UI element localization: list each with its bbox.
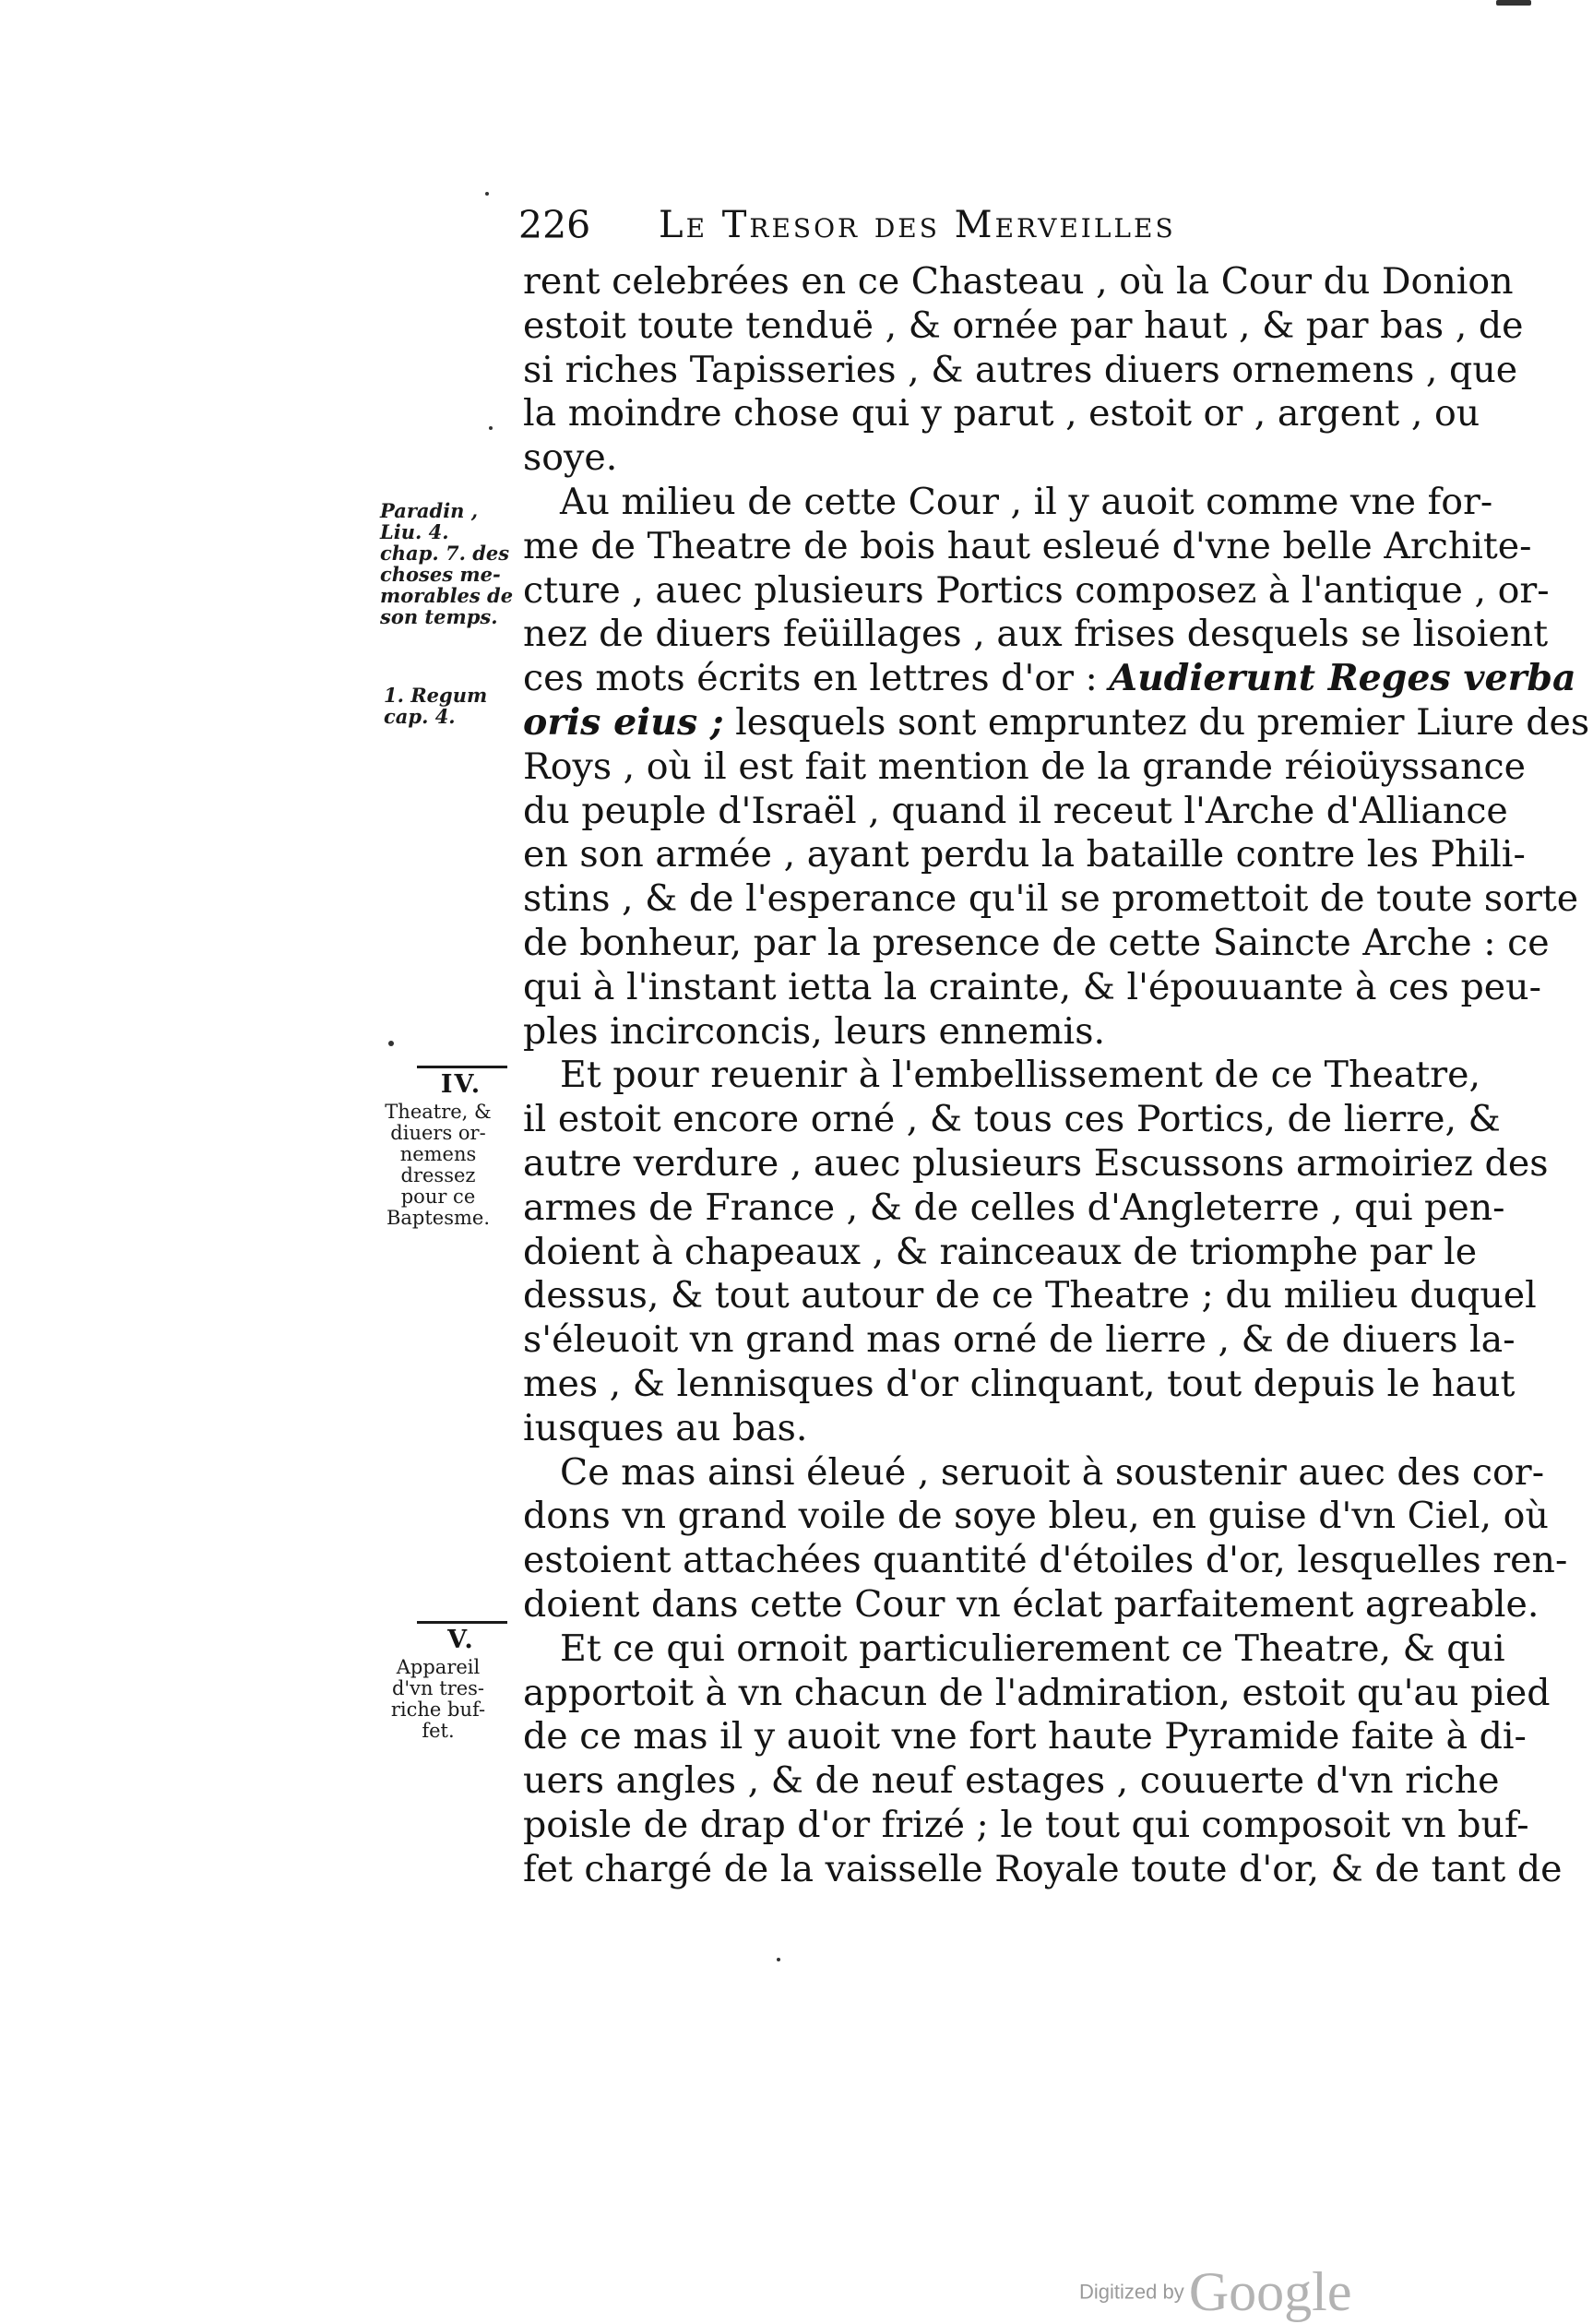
margin-note-regum <box>384 685 487 727</box>
text-line: Au milieu de cette Cour , il y auoit comme vne for- <box>560 480 1493 523</box>
text-line: rent celebrées en ce Chasteau , où la Cour du Donion <box>523 260 1514 303</box>
google-logo: Google <box>1188 2261 1352 2322</box>
text-line: iusques au bas. <box>523 1406 808 1449</box>
margin-note-line: riche buf- <box>390 1698 486 1721</box>
text-line: doient dans cette Cour vn éclat parfaitement agreable. <box>523 1582 1540 1626</box>
text-line: de ce mas il y auoit vne fort haute Pyramide faite à di- <box>523 1715 1527 1758</box>
text-line: autre verdure , auec plusieurs Escussons armoiriez des <box>523 1141 1549 1185</box>
text-line: Et ce qui ornoit particulierement ce Theatre, & qui <box>560 1627 1505 1670</box>
text-line: dessus, & tout autour de ce Theatre ; du milieu duquel <box>523 1274 1537 1317</box>
margin-note-line: cap. 4. <box>384 705 456 728</box>
latin-quotation: oris eius ; <box>523 700 724 744</box>
margin-note-line: pour ce <box>400 1186 476 1208</box>
text-line: me de Theatre de bois haut esleué d'vne belle Archite- <box>523 524 1532 567</box>
text-segment: ces mots écrits en lettres d'or : <box>523 657 1098 700</box>
text-line: armes de France , & de celles d'Angleterre , qui pen- <box>523 1186 1505 1229</box>
text-line: estoit toute tenduë , & ornée par haut , & par bas , de <box>523 304 1524 347</box>
margin-note-line: morables de <box>380 584 514 607</box>
text-line: soye. <box>523 436 618 480</box>
margin-note-line: Paradin , <box>380 499 479 522</box>
margin-note-line: Baptesme. <box>386 1207 491 1229</box>
text-line: estoient attachées quantité d'étoiles d'or, lesquelles ren- <box>523 1539 1568 1582</box>
text-line: Et pour reuenir à l'embellissement de ce Theatre, <box>560 1054 1481 1097</box>
latin-quotation: Audierunt Reges verba <box>1109 657 1576 700</box>
margin-note-line: son temps. <box>380 605 498 628</box>
digitized-by-google-watermark <box>1079 2260 1351 2324</box>
text-line: de bonheur, par la presence de cette Saincte Arche : ce <box>523 921 1550 964</box>
running-title: Le Tresor des Merveilles <box>659 204 1176 246</box>
margin-note-section-iv <box>369 1102 507 1229</box>
text-line: fet chargé de la vaisselle Royale toute d'or, & de tant de <box>523 1847 1563 1890</box>
text-line: cture , auec plusieurs Portics composez à l'antique , or- <box>523 568 1550 612</box>
text-line: dons vn grand voile de soye bleu, en guise d'vn Ciel, où <box>523 1495 1549 1538</box>
margin-note-line: Liu. 4. <box>380 520 449 543</box>
margin-note-line: diuers or- <box>390 1122 486 1144</box>
text-line: poisle de drap d'or frizé ; le tout qui composoit vn buf- <box>523 1803 1529 1846</box>
scan-speck <box>489 426 493 430</box>
section-numeral-v: V. <box>447 1626 475 1654</box>
text-line: mes , & lennisques d'or clinquant, tout depuis le haut <box>523 1362 1516 1405</box>
text-line: ples incirconcis, leurs ennemis. <box>523 1009 1106 1053</box>
margin-note-line: 1. Regum <box>384 684 488 707</box>
text-line: Ce mas ainsi éleué , seruoit à soustenir auec des cor- <box>560 1450 1545 1494</box>
text-line: nez de diuers feüillages , aux frises desquels se lisoient <box>523 613 1549 656</box>
text-line: doient à chapeaux , & rainceaux de triomphe par le <box>523 1230 1478 1273</box>
section-numeral-iv: IV. <box>440 1070 482 1099</box>
text-line: uers angles , & de neuf estages , couuerte d'vn riche <box>523 1759 1500 1803</box>
running-header <box>518 197 1395 253</box>
margin-note-line: chap. 7. des <box>380 542 510 565</box>
margin-note-line: fet. <box>422 1720 455 1742</box>
text-line: en son armée , ayant perdu la bataille contre les Phili- <box>523 833 1526 876</box>
scan-speck <box>485 192 489 196</box>
text-line: qui à l'instant ietta la crainte, & l'épouuante à ces peu- <box>523 965 1541 1008</box>
scan-speck <box>1496 0 1531 6</box>
text-line <box>523 657 1576 701</box>
section-divider-rule <box>417 1621 507 1624</box>
text-line <box>523 700 1590 745</box>
section-divider-rule <box>417 1066 507 1068</box>
scan-speck <box>388 1041 394 1046</box>
text-line: du peuple d'Israël , quand il receut l'Arche d'Alliance <box>523 789 1508 832</box>
scan-speck <box>777 1958 780 1961</box>
text-line: stins , & de l'esperance qu'il se promettoit de toute sorte <box>523 877 1579 921</box>
text-line: si riches Tapisseries , & autres diuers ornemens , que <box>523 348 1518 391</box>
margin-note-line: Theatre, & <box>385 1101 492 1123</box>
margin-note-line: Appareil <box>396 1656 481 1678</box>
text-line: la moindre chose qui y parut , estoit or , argent , ou <box>523 392 1480 435</box>
body-text <box>523 260 1590 1891</box>
digitized-label: Digitized by <box>1079 2280 1184 2304</box>
text-segment: lesquels sont empruntez du premier Liure des <box>735 700 1590 744</box>
text-line: s'éleuoit vn grand mas orné de lierre , & de diuers la- <box>523 1318 1516 1362</box>
page-number: 226 <box>518 203 591 247</box>
margin-note-line: nemens <box>399 1143 477 1165</box>
text-line: apportoit à vn chacun de l'admiration, estoit qu'au pied <box>523 1671 1551 1714</box>
margin-note-paradin <box>380 500 513 627</box>
margin-note-line: choses me- <box>380 563 501 586</box>
text-line: Roys , où il est fait mention de la grande réioüyssance <box>523 745 1527 788</box>
margin-note-line: d'vn tres- <box>391 1677 485 1699</box>
text-line: il estoit encore orné , & tous ces Portics, de lierre, & <box>523 1098 1501 1141</box>
margin-note-section-v <box>369 1657 507 1742</box>
margin-note-line: dressez <box>400 1164 476 1186</box>
